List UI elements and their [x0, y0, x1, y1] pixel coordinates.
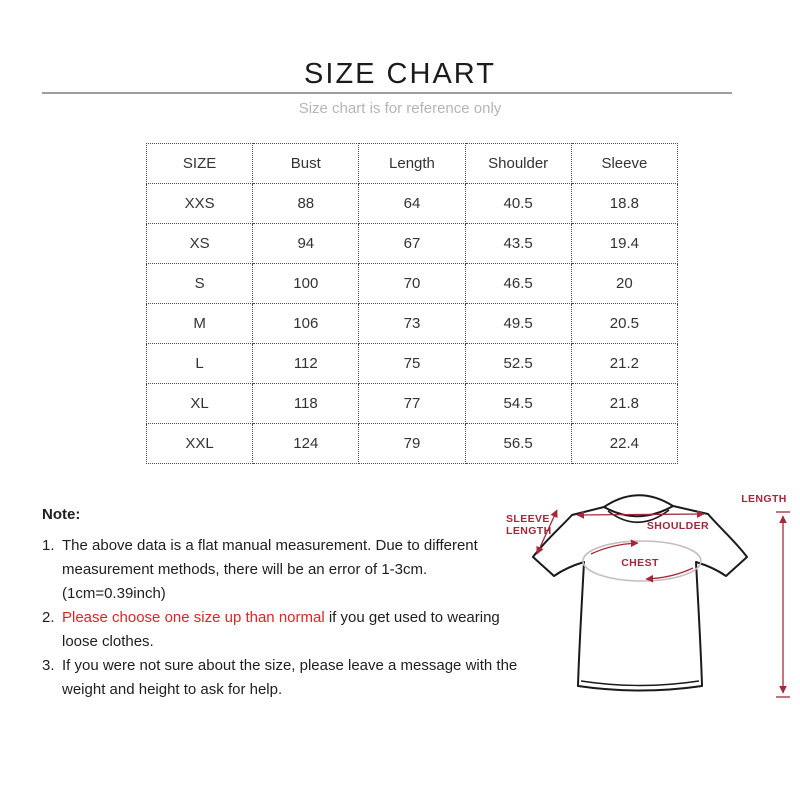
- cell-value: 75: [359, 344, 465, 384]
- column-header-sleeve: Sleeve: [571, 144, 677, 184]
- cell-value: 73: [359, 304, 465, 344]
- table-row-s: [147, 264, 678, 304]
- cell-value: 79: [359, 424, 465, 464]
- sleeve-length-label-line2: LENGTH: [506, 525, 552, 537]
- note-heading: Note:: [42, 506, 81, 523]
- note-item-text: [62, 654, 530, 702]
- page-title: SIZE CHART: [304, 58, 496, 90]
- cell-value: 21.2: [571, 344, 677, 384]
- cell-size: XL: [147, 384, 253, 424]
- column-header-bust: Bust: [253, 144, 359, 184]
- cell-size: XXL: [147, 424, 253, 464]
- cell-value: 18.8: [571, 184, 677, 224]
- note-item-text-body: The above data is a flat manual measurement. Due to different measurement methods, there will be an error of 1-3cm. (1cm=0.39inch): [62, 537, 478, 602]
- table-row-xxs: [147, 184, 678, 224]
- note-item-highlight: Please choose one size up than normal: [62, 609, 325, 626]
- column-header-length: Length: [359, 144, 465, 184]
- table-row-xs: [147, 224, 678, 264]
- table-row-xxl: [147, 424, 678, 464]
- size-chart-table: [146, 143, 678, 464]
- note-item-1: [42, 534, 530, 606]
- cell-value: 64: [359, 184, 465, 224]
- note-item-3: [42, 654, 530, 702]
- length-label: LENGTH: [741, 493, 787, 505]
- cell-value: 106: [253, 304, 359, 344]
- note-item-number: 2.: [42, 609, 55, 626]
- cell-size: S: [147, 264, 253, 304]
- cell-value: 20.5: [571, 304, 677, 344]
- table-row-l: [147, 344, 678, 384]
- cell-value: 22.4: [571, 424, 677, 464]
- cell-value: 40.5: [465, 184, 571, 224]
- cell-value: 49.5: [465, 304, 571, 344]
- note-section: [42, 506, 530, 702]
- cell-value: 88: [253, 184, 359, 224]
- cell-size: XS: [147, 224, 253, 264]
- note-item-text-body: if you get used to wearing loose clothes.: [62, 609, 500, 650]
- table-row-xl: [147, 384, 678, 424]
- cell-value: 19.4: [571, 224, 677, 264]
- note-item-text: [62, 606, 530, 654]
- cell-value: 21.8: [571, 384, 677, 424]
- note-item-number: 3.: [42, 657, 55, 674]
- cell-value: 54.5: [465, 384, 571, 424]
- cell-value: 46.5: [465, 264, 571, 304]
- shoulder-label: SHOULDER: [646, 520, 709, 532]
- sleeve-length-label-line1: SLEEVE: [506, 513, 550, 525]
- title-divider-line: [42, 92, 732, 94]
- cell-value: 56.5: [465, 424, 571, 464]
- cell-size: L: [147, 344, 253, 384]
- page-subtitle: Size chart is for reference only: [298, 100, 502, 117]
- cell-value: 52.5: [465, 344, 571, 384]
- note-item-2: [42, 606, 530, 654]
- note-item-text: [62, 534, 530, 606]
- cell-value: 70: [359, 264, 465, 304]
- table-row-m: [147, 304, 678, 344]
- cell-value: 94: [253, 224, 359, 264]
- column-header-shoulder: Shoulder: [465, 144, 571, 184]
- tshirt-measurement-diagram: [492, 480, 800, 715]
- cell-value: 77: [359, 384, 465, 424]
- cell-value: 20: [571, 264, 677, 304]
- cell-value: 118: [253, 384, 359, 424]
- cell-value: 124: [253, 424, 359, 464]
- note-item-text-body: If you were not sure about the size, please leave a message with the weight and height to ask for help.: [62, 657, 518, 698]
- cell-size: M: [147, 304, 253, 344]
- tshirt-diagram-svg: [492, 480, 800, 715]
- cell-value: 100: [253, 264, 359, 304]
- table-header-row: [147, 144, 678, 184]
- chest-label: CHEST: [621, 557, 659, 569]
- column-header-size: SIZE: [147, 144, 253, 184]
- cell-value: 43.5: [465, 224, 571, 264]
- cell-value: 112: [253, 344, 359, 384]
- note-item-number: 1.: [42, 537, 55, 554]
- cell-size: XXS: [147, 184, 253, 224]
- cell-value: 67: [359, 224, 465, 264]
- tshirt-outline: [533, 495, 747, 690]
